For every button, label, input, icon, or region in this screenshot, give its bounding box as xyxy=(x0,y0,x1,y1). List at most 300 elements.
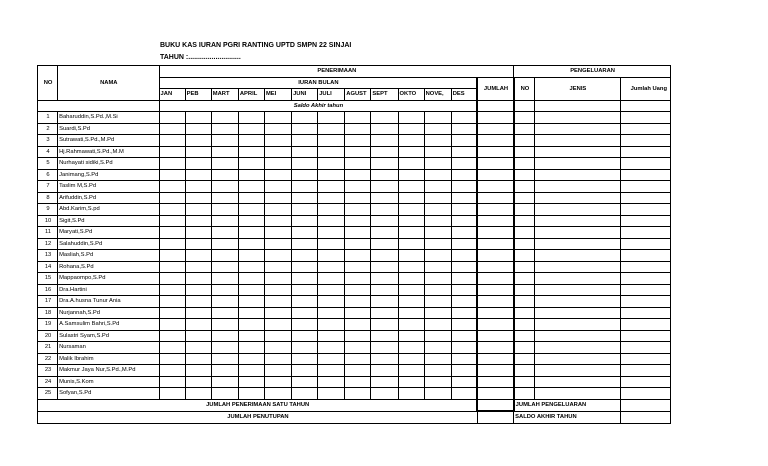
month-cell[interactable] xyxy=(211,215,238,227)
month-cell[interactable] xyxy=(238,388,264,400)
row-jumlah-cell[interactable] xyxy=(477,192,513,204)
row-jumlah-cell[interactable] xyxy=(477,158,513,170)
month-cell[interactable] xyxy=(292,319,318,331)
peng-no-cell[interactable] xyxy=(514,215,535,227)
month-cell[interactable] xyxy=(292,123,318,135)
peng-jenis-cell[interactable] xyxy=(535,319,620,331)
month-cell[interactable] xyxy=(292,261,318,273)
month-cell[interactable] xyxy=(238,158,264,170)
month-cell[interactable] xyxy=(345,296,371,308)
month-cell[interactable] xyxy=(211,330,238,342)
month-cell[interactable] xyxy=(238,330,264,342)
month-cell[interactable] xyxy=(264,261,291,273)
month-cell[interactable] xyxy=(211,319,238,331)
month-cell[interactable] xyxy=(185,192,211,204)
jumlah-pengeluaran-value[interactable] xyxy=(620,399,670,411)
month-cell[interactable] xyxy=(185,342,211,354)
month-cell[interactable] xyxy=(451,261,477,273)
month-cell[interactable] xyxy=(211,296,238,308)
month-cell[interactable] xyxy=(424,376,451,388)
month-cell[interactable] xyxy=(371,296,398,308)
month-cell[interactable] xyxy=(211,365,238,377)
peng-jenis-cell[interactable] xyxy=(535,284,620,296)
peng-jumlah-cell[interactable] xyxy=(620,296,670,308)
month-cell[interactable] xyxy=(185,158,211,170)
month-cell[interactable] xyxy=(424,238,451,250)
row-jumlah-cell[interactable] xyxy=(477,353,513,365)
peng-no-cell[interactable] xyxy=(514,307,535,319)
peng-no-cell[interactable] xyxy=(514,227,535,239)
row-jumlah-cell[interactable] xyxy=(477,330,513,342)
month-cell[interactable] xyxy=(292,215,318,227)
month-cell[interactable] xyxy=(292,112,318,124)
month-cell[interactable] xyxy=(264,204,291,216)
month-cell[interactable] xyxy=(292,353,318,365)
month-cell[interactable] xyxy=(451,330,477,342)
peng-jenis-cell[interactable] xyxy=(535,261,620,273)
month-cell[interactable] xyxy=(451,215,477,227)
month-cell[interactable] xyxy=(185,204,211,216)
month-cell[interactable] xyxy=(424,273,451,285)
month-cell[interactable] xyxy=(185,215,211,227)
month-cell[interactable] xyxy=(398,261,424,273)
month-cell[interactable] xyxy=(318,296,345,308)
month-cell[interactable] xyxy=(159,158,185,170)
month-cell[interactable] xyxy=(371,181,398,193)
month-cell[interactable] xyxy=(292,342,318,354)
month-cell[interactable] xyxy=(159,284,185,296)
month-cell[interactable] xyxy=(159,204,185,216)
peng-jenis-cell[interactable] xyxy=(535,181,620,193)
month-cell[interactable] xyxy=(424,181,451,193)
month-cell[interactable] xyxy=(292,250,318,262)
row-jumlah-cell[interactable] xyxy=(477,296,513,308)
month-cell[interactable] xyxy=(371,319,398,331)
month-cell[interactable] xyxy=(264,158,291,170)
month-cell[interactable] xyxy=(318,215,345,227)
peng-jenis-cell[interactable] xyxy=(535,307,620,319)
month-cell[interactable] xyxy=(264,250,291,262)
peng-jenis-cell[interactable] xyxy=(535,388,620,400)
month-cell[interactable] xyxy=(264,192,291,204)
month-cell[interactable] xyxy=(159,376,185,388)
month-cell[interactable] xyxy=(345,227,371,239)
month-cell[interactable] xyxy=(371,261,398,273)
month-cell[interactable] xyxy=(398,158,424,170)
peng-jenis-cell[interactable] xyxy=(535,330,620,342)
month-cell[interactable] xyxy=(424,307,451,319)
month-cell[interactable] xyxy=(211,238,238,250)
month-cell[interactable] xyxy=(451,307,477,319)
month-cell[interactable] xyxy=(451,123,477,135)
month-cell[interactable] xyxy=(398,204,424,216)
row-jumlah-cell[interactable] xyxy=(477,261,513,273)
peng-jumlah-cell[interactable] xyxy=(620,250,670,262)
month-cell[interactable] xyxy=(345,273,371,285)
month-cell[interactable] xyxy=(185,181,211,193)
month-cell[interactable] xyxy=(398,192,424,204)
month-cell[interactable] xyxy=(451,353,477,365)
row-jumlah-cell[interactable] xyxy=(477,215,513,227)
peng-no-cell[interactable] xyxy=(514,146,535,158)
month-cell[interactable] xyxy=(185,365,211,377)
month-cell[interactable] xyxy=(371,146,398,158)
month-cell[interactable] xyxy=(159,319,185,331)
month-cell[interactable] xyxy=(211,112,238,124)
month-cell[interactable] xyxy=(238,192,264,204)
peng-jumlah-cell[interactable] xyxy=(620,319,670,331)
month-cell[interactable] xyxy=(211,342,238,354)
peng-jenis-cell[interactable] xyxy=(535,192,620,204)
month-cell[interactable] xyxy=(264,365,291,377)
peng-jenis-cell[interactable] xyxy=(535,112,620,124)
month-cell[interactable] xyxy=(264,135,291,147)
month-cell[interactable] xyxy=(345,169,371,181)
month-cell[interactable] xyxy=(371,388,398,400)
month-cell[interactable] xyxy=(238,227,264,239)
month-cell[interactable] xyxy=(424,123,451,135)
peng-no-cell[interactable] xyxy=(514,388,535,400)
month-cell[interactable] xyxy=(238,135,264,147)
month-cell[interactable] xyxy=(264,307,291,319)
month-cell[interactable] xyxy=(398,353,424,365)
peng-no-cell[interactable] xyxy=(514,123,535,135)
month-cell[interactable] xyxy=(264,330,291,342)
month-cell[interactable] xyxy=(398,238,424,250)
month-cell[interactable] xyxy=(292,146,318,158)
month-cell[interactable] xyxy=(238,181,264,193)
peng-jenis-cell[interactable] xyxy=(535,215,620,227)
peng-no-cell[interactable] xyxy=(514,181,535,193)
month-cell[interactable] xyxy=(159,181,185,193)
month-cell[interactable] xyxy=(264,388,291,400)
peng-jenis-cell[interactable] xyxy=(535,158,620,170)
month-cell[interactable] xyxy=(211,250,238,262)
month-cell[interactable] xyxy=(451,388,477,400)
peng-jenis-cell[interactable] xyxy=(535,135,620,147)
month-cell[interactable] xyxy=(424,204,451,216)
month-cell[interactable] xyxy=(318,192,345,204)
month-cell[interactable] xyxy=(318,342,345,354)
month-cell[interactable] xyxy=(211,284,238,296)
month-cell[interactable] xyxy=(264,181,291,193)
month-cell[interactable] xyxy=(185,227,211,239)
peng-jumlah-cell[interactable] xyxy=(620,353,670,365)
month-cell[interactable] xyxy=(264,273,291,285)
month-cell[interactable] xyxy=(238,123,264,135)
month-cell[interactable] xyxy=(238,146,264,158)
row-jumlah-cell[interactable] xyxy=(477,204,513,216)
month-cell[interactable] xyxy=(159,227,185,239)
month-cell[interactable] xyxy=(371,112,398,124)
month-cell[interactable] xyxy=(345,204,371,216)
month-cell[interactable] xyxy=(345,112,371,124)
row-jumlah-cell[interactable] xyxy=(477,169,513,181)
month-cell[interactable] xyxy=(238,112,264,124)
month-cell[interactable] xyxy=(345,146,371,158)
month-cell[interactable] xyxy=(398,135,424,147)
month-cell[interactable] xyxy=(264,284,291,296)
peng-no-cell[interactable] xyxy=(514,158,535,170)
month-cell[interactable] xyxy=(159,365,185,377)
month-cell[interactable] xyxy=(159,296,185,308)
month-cell[interactable] xyxy=(264,376,291,388)
month-cell[interactable] xyxy=(238,319,264,331)
month-cell[interactable] xyxy=(424,353,451,365)
month-cell[interactable] xyxy=(451,365,477,377)
month-cell[interactable] xyxy=(185,296,211,308)
month-cell[interactable] xyxy=(424,330,451,342)
month-cell[interactable] xyxy=(451,273,477,285)
peng-jenis-cell[interactable] xyxy=(535,296,620,308)
month-cell[interactable] xyxy=(424,284,451,296)
month-cell[interactable] xyxy=(211,227,238,239)
month-cell[interactable] xyxy=(318,135,345,147)
month-cell[interactable] xyxy=(292,169,318,181)
month-cell[interactable] xyxy=(318,227,345,239)
month-cell[interactable] xyxy=(292,192,318,204)
month-cell[interactable] xyxy=(398,169,424,181)
peng-jumlah-cell[interactable] xyxy=(620,284,670,296)
month-cell[interactable] xyxy=(398,112,424,124)
month-cell[interactable] xyxy=(159,238,185,250)
month-cell[interactable] xyxy=(424,169,451,181)
month-cell[interactable] xyxy=(398,146,424,158)
month-cell[interactable] xyxy=(398,319,424,331)
month-cell[interactable] xyxy=(292,181,318,193)
month-cell[interactable] xyxy=(424,146,451,158)
month-cell[interactable] xyxy=(451,146,477,158)
month-cell[interactable] xyxy=(238,169,264,181)
month-cell[interactable] xyxy=(211,169,238,181)
month-cell[interactable] xyxy=(159,388,185,400)
month-cell[interactable] xyxy=(185,238,211,250)
month-cell[interactable] xyxy=(185,388,211,400)
month-cell[interactable] xyxy=(398,388,424,400)
month-cell[interactable] xyxy=(398,296,424,308)
peng-no-cell[interactable] xyxy=(514,250,535,262)
month-cell[interactable] xyxy=(238,376,264,388)
month-cell[interactable] xyxy=(371,307,398,319)
month-cell[interactable] xyxy=(318,330,345,342)
peng-jumlah-cell[interactable] xyxy=(620,181,670,193)
month-cell[interactable] xyxy=(424,365,451,377)
month-cell[interactable] xyxy=(398,284,424,296)
month-cell[interactable] xyxy=(185,307,211,319)
month-cell[interactable] xyxy=(318,181,345,193)
month-cell[interactable] xyxy=(424,227,451,239)
peng-no-cell[interactable] xyxy=(514,284,535,296)
peng-jenis-cell[interactable] xyxy=(535,227,620,239)
month-cell[interactable] xyxy=(211,204,238,216)
month-cell[interactable] xyxy=(451,319,477,331)
peng-no-cell[interactable] xyxy=(514,330,535,342)
peng-jenis-cell[interactable] xyxy=(535,169,620,181)
peng-no-cell[interactable] xyxy=(514,319,535,331)
row-jumlah-cell[interactable] xyxy=(477,123,513,135)
peng-jumlah-cell[interactable] xyxy=(620,307,670,319)
month-cell[interactable] xyxy=(318,123,345,135)
month-cell[interactable] xyxy=(424,215,451,227)
month-cell[interactable] xyxy=(318,376,345,388)
month-cell[interactable] xyxy=(211,181,238,193)
month-cell[interactable] xyxy=(398,330,424,342)
peng-no-cell[interactable] xyxy=(514,353,535,365)
month-cell[interactable] xyxy=(424,319,451,331)
month-cell[interactable] xyxy=(345,135,371,147)
month-cell[interactable] xyxy=(185,284,211,296)
peng-no-cell[interactable] xyxy=(514,112,535,124)
month-cell[interactable] xyxy=(264,215,291,227)
month-cell[interactable] xyxy=(424,112,451,124)
peng-jumlah-cell[interactable] xyxy=(620,342,670,354)
peng-no-cell[interactable] xyxy=(514,365,535,377)
month-cell[interactable] xyxy=(318,238,345,250)
month-cell[interactable] xyxy=(451,135,477,147)
row-jumlah-cell[interactable] xyxy=(477,388,513,400)
month-cell[interactable] xyxy=(238,250,264,262)
peng-jenis-cell[interactable] xyxy=(535,238,620,250)
month-cell[interactable] xyxy=(345,181,371,193)
month-cell[interactable] xyxy=(211,192,238,204)
month-cell[interactable] xyxy=(451,169,477,181)
month-cell[interactable] xyxy=(451,158,477,170)
month-cell[interactable] xyxy=(318,112,345,124)
month-cell[interactable] xyxy=(345,238,371,250)
month-cell[interactable] xyxy=(424,342,451,354)
month-cell[interactable] xyxy=(371,169,398,181)
month-cell[interactable] xyxy=(345,284,371,296)
month-cell[interactable] xyxy=(371,204,398,216)
month-cell[interactable] xyxy=(398,307,424,319)
month-cell[interactable] xyxy=(451,250,477,262)
jumlah-penutupan-value[interactable] xyxy=(477,411,513,423)
month-cell[interactable] xyxy=(345,376,371,388)
peng-no-cell[interactable] xyxy=(514,342,535,354)
month-cell[interactable] xyxy=(345,158,371,170)
month-cell[interactable] xyxy=(424,261,451,273)
month-cell[interactable] xyxy=(159,342,185,354)
month-cell[interactable] xyxy=(264,296,291,308)
peng-jenis-cell[interactable] xyxy=(535,365,620,377)
month-cell[interactable] xyxy=(185,135,211,147)
month-cell[interactable] xyxy=(318,365,345,377)
month-cell[interactable] xyxy=(424,250,451,262)
month-cell[interactable] xyxy=(292,273,318,285)
month-cell[interactable] xyxy=(264,319,291,331)
month-cell[interactable] xyxy=(318,261,345,273)
row-jumlah-cell[interactable] xyxy=(477,227,513,239)
peng-jenis-cell[interactable] xyxy=(535,204,620,216)
peng-jenis-cell[interactable] xyxy=(535,146,620,158)
month-cell[interactable] xyxy=(238,204,264,216)
month-cell[interactable] xyxy=(371,215,398,227)
month-cell[interactable] xyxy=(211,146,238,158)
jumlah-penerimaan-value[interactable] xyxy=(477,399,513,411)
peng-no-cell[interactable] xyxy=(514,296,535,308)
month-cell[interactable] xyxy=(238,353,264,365)
row-jumlah-cell[interactable] xyxy=(477,250,513,262)
peng-jumlah-cell[interactable] xyxy=(620,112,670,124)
month-cell[interactable] xyxy=(318,169,345,181)
month-cell[interactable] xyxy=(371,365,398,377)
peng-no-cell[interactable] xyxy=(514,135,535,147)
month-cell[interactable] xyxy=(424,135,451,147)
peng-jumlah-cell[interactable] xyxy=(620,227,670,239)
month-cell[interactable] xyxy=(159,112,185,124)
month-cell[interactable] xyxy=(451,181,477,193)
month-cell[interactable] xyxy=(264,112,291,124)
month-cell[interactable] xyxy=(292,365,318,377)
row-jumlah-cell[interactable] xyxy=(477,181,513,193)
peng-jumlah-cell[interactable] xyxy=(620,135,670,147)
month-cell[interactable] xyxy=(292,307,318,319)
month-cell[interactable] xyxy=(345,250,371,262)
month-cell[interactable] xyxy=(345,261,371,273)
month-cell[interactable] xyxy=(185,319,211,331)
peng-jumlah-cell[interactable] xyxy=(620,146,670,158)
month-cell[interactable] xyxy=(264,353,291,365)
month-cell[interactable] xyxy=(238,284,264,296)
month-cell[interactable] xyxy=(451,296,477,308)
peng-jenis-cell[interactable] xyxy=(535,273,620,285)
month-cell[interactable] xyxy=(345,330,371,342)
month-cell[interactable] xyxy=(424,158,451,170)
month-cell[interactable] xyxy=(292,388,318,400)
month-cell[interactable] xyxy=(451,376,477,388)
month-cell[interactable] xyxy=(264,227,291,239)
month-cell[interactable] xyxy=(292,204,318,216)
month-cell[interactable] xyxy=(371,250,398,262)
peng-no-cell[interactable] xyxy=(514,261,535,273)
month-cell[interactable] xyxy=(292,296,318,308)
month-cell[interactable] xyxy=(238,365,264,377)
peng-jumlah-cell[interactable] xyxy=(620,365,670,377)
month-cell[interactable] xyxy=(424,192,451,204)
peng-jumlah-cell[interactable] xyxy=(620,273,670,285)
row-jumlah-cell[interactable] xyxy=(477,319,513,331)
month-cell[interactable] xyxy=(185,169,211,181)
month-cell[interactable] xyxy=(211,273,238,285)
month-cell[interactable] xyxy=(398,215,424,227)
month-cell[interactable] xyxy=(159,307,185,319)
month-cell[interactable] xyxy=(211,135,238,147)
month-cell[interactable] xyxy=(345,319,371,331)
peng-jumlah-cell[interactable] xyxy=(620,204,670,216)
month-cell[interactable] xyxy=(292,376,318,388)
month-cell[interactable] xyxy=(159,353,185,365)
month-cell[interactable] xyxy=(318,250,345,262)
month-cell[interactable] xyxy=(159,273,185,285)
peng-no-cell[interactable] xyxy=(514,238,535,250)
month-cell[interactable] xyxy=(398,250,424,262)
month-cell[interactable] xyxy=(398,123,424,135)
peng-jumlah-cell[interactable] xyxy=(620,388,670,400)
month-cell[interactable] xyxy=(398,273,424,285)
month-cell[interactable] xyxy=(264,123,291,135)
month-cell[interactable] xyxy=(238,307,264,319)
month-cell[interactable] xyxy=(345,353,371,365)
month-cell[interactable] xyxy=(211,376,238,388)
month-cell[interactable] xyxy=(185,330,211,342)
month-cell[interactable] xyxy=(318,204,345,216)
month-cell[interactable] xyxy=(398,365,424,377)
month-cell[interactable] xyxy=(238,342,264,354)
month-cell[interactable] xyxy=(292,227,318,239)
month-cell[interactable] xyxy=(371,342,398,354)
peng-no-cell[interactable] xyxy=(514,273,535,285)
month-cell[interactable] xyxy=(371,227,398,239)
